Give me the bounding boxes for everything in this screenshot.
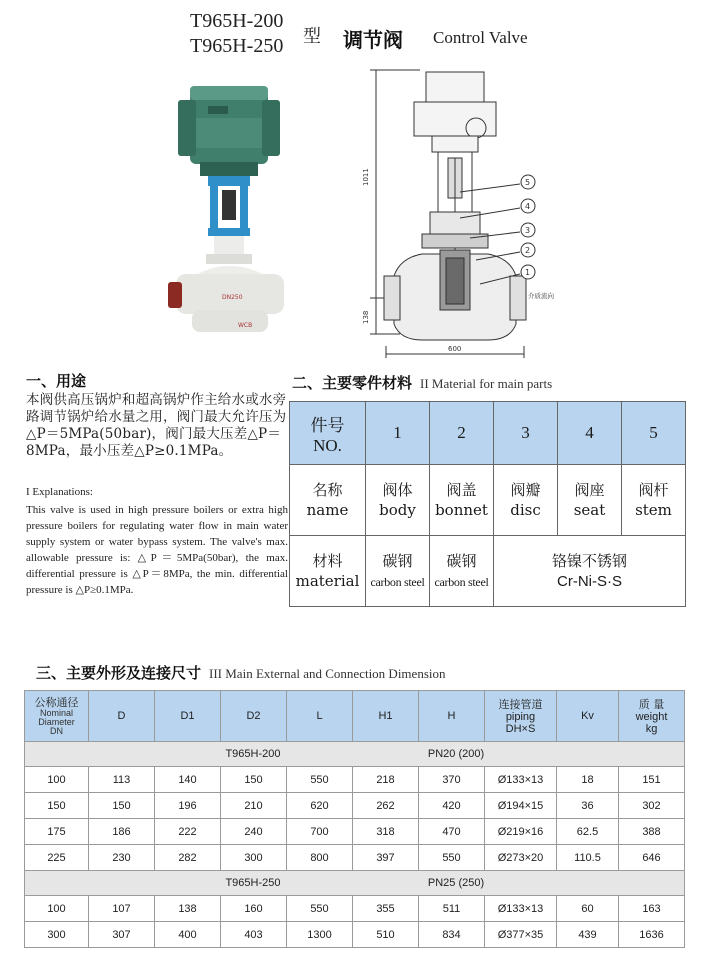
part-name-stem: 阀杆 stem	[622, 465, 686, 536]
model-number-1: T965H-200	[190, 10, 284, 32]
title-chinese: 调节阀	[343, 28, 403, 52]
nameplate-text: DN250	[222, 294, 243, 301]
table-row: 150 150 196 210 620 262 420 Ø194×15 36 302	[25, 793, 685, 819]
dim-height-label: 1011	[362, 168, 370, 186]
material-stainless: 铬镍不锈钢 Cr-Ni-S·S	[494, 536, 686, 607]
model-number-2: T965H-250	[190, 35, 284, 57]
materials-heading	[292, 372, 552, 393]
table-row: 300 307 400 403 1300 510 834 Ø377×35 439 1636	[25, 922, 685, 948]
valve-section-drawing	[360, 62, 570, 362]
part-name-seat: 阀座 seat	[558, 465, 622, 536]
usage-chinese-text: 本阀供高压锅炉和超高锅炉作主给水或水旁路调节锅炉给水量之用，阀门最大允许压为△P＝5MPa(50bar)，阀门最大压差△P＝8MPa，最小压差△P≥0.1MPa。	[26, 392, 287, 459]
flow-direction-label: 介质流向	[528, 292, 554, 300]
part-number-4: 4	[558, 402, 622, 465]
dimensions-header-row	[25, 691, 685, 742]
group-model: T965H-200	[225, 748, 281, 760]
part-number-3: 3	[494, 402, 558, 465]
table-row: 100 113 140 150 550 218 370 Ø133×13 18 151	[25, 767, 685, 793]
material-body: 碳钢 carbon steel	[366, 536, 430, 607]
materials-row-name	[290, 465, 686, 536]
materials-row-number	[290, 402, 686, 465]
table-row: 175 186 222 240 700 318 470 Ø219×16 62.5 388	[25, 819, 685, 845]
table-row: 225 230 282 300 800 397 550 Ø273×20 110.5 646	[25, 845, 685, 871]
materials-heading-en: II Material for main parts	[420, 376, 553, 391]
materials-heading-cn: 二、主要零件材料	[292, 374, 413, 392]
label-material: 材料 material	[290, 536, 366, 607]
col-d2: D2	[221, 691, 287, 742]
part-number-5: 5	[622, 402, 686, 465]
dim-width-label: 600	[448, 345, 462, 353]
col-h: H	[419, 691, 485, 742]
col-d: D	[89, 691, 155, 742]
valve-photo	[168, 78, 300, 350]
dimensions-heading-cn: 三、主要外形及连接尺寸	[36, 664, 202, 682]
callout-1: 1	[525, 268, 531, 277]
part-number-1: 1	[366, 402, 430, 465]
usage-english-heading: I Explanations:	[26, 486, 93, 498]
col-piping: 连接管道 piping DH×S	[485, 691, 557, 742]
col-dn: 公称通径 Nominal Diameter DN	[25, 691, 89, 742]
model-suffix: 型	[303, 26, 321, 47]
dimensions-heading	[36, 662, 446, 683]
part-name-disc: 阀瓣 disc	[494, 465, 558, 536]
col-d1: D1	[155, 691, 221, 742]
part-name-body: 阀体 body	[366, 465, 430, 536]
callout-3: 3	[525, 226, 531, 235]
usage-heading: 一、用途	[26, 372, 87, 390]
group-pn: PN25 (250)	[427, 877, 485, 889]
materials-row-material	[290, 536, 686, 607]
label-name: 名称 name	[290, 465, 366, 536]
group-row-t965h-250	[25, 871, 685, 896]
dimensions-heading-en: III Main External and Connection Dimension	[209, 666, 446, 681]
dim-bottom-label: 138	[362, 310, 370, 324]
usage-english-text: This valve is used in high pressure boilers or extra high pressure boilers for regulating water flow in main water supply system or water bypass system. The valve's max. allowable pressure is: △P＝5MPa(50bar), the max. differential pressure is △P＝8MPa, the min. differential pressure is △P≥0.1MPa.	[26, 504, 288, 596]
material-bonnet: 碳钢 carbon steel	[430, 536, 494, 607]
group-row-t965h-200	[25, 742, 685, 767]
title-english: Control Valve	[433, 28, 528, 47]
col-weight: 质 量 weight kg	[619, 691, 685, 742]
dimensions-table	[24, 690, 685, 948]
callout-2: 2	[525, 246, 531, 255]
table-row: 100 107 138 160 550 355 511 Ø133×13 60 163	[25, 896, 685, 922]
col-kv: Kv	[557, 691, 619, 742]
callout-5: 5	[525, 178, 531, 187]
col-h1: H1	[353, 691, 419, 742]
col-l: L	[287, 691, 353, 742]
group-pn: PN20 (200)	[427, 748, 485, 760]
group-model: T965H-250	[225, 877, 281, 889]
callout-4: 4	[525, 202, 531, 211]
label-number: 件号 NO.	[290, 402, 366, 465]
part-number-2: 2	[430, 402, 494, 465]
brand-mark: WCB	[238, 322, 253, 329]
materials-table	[289, 401, 686, 607]
part-name-bonnet: 阀盖 bonnet	[430, 465, 494, 536]
